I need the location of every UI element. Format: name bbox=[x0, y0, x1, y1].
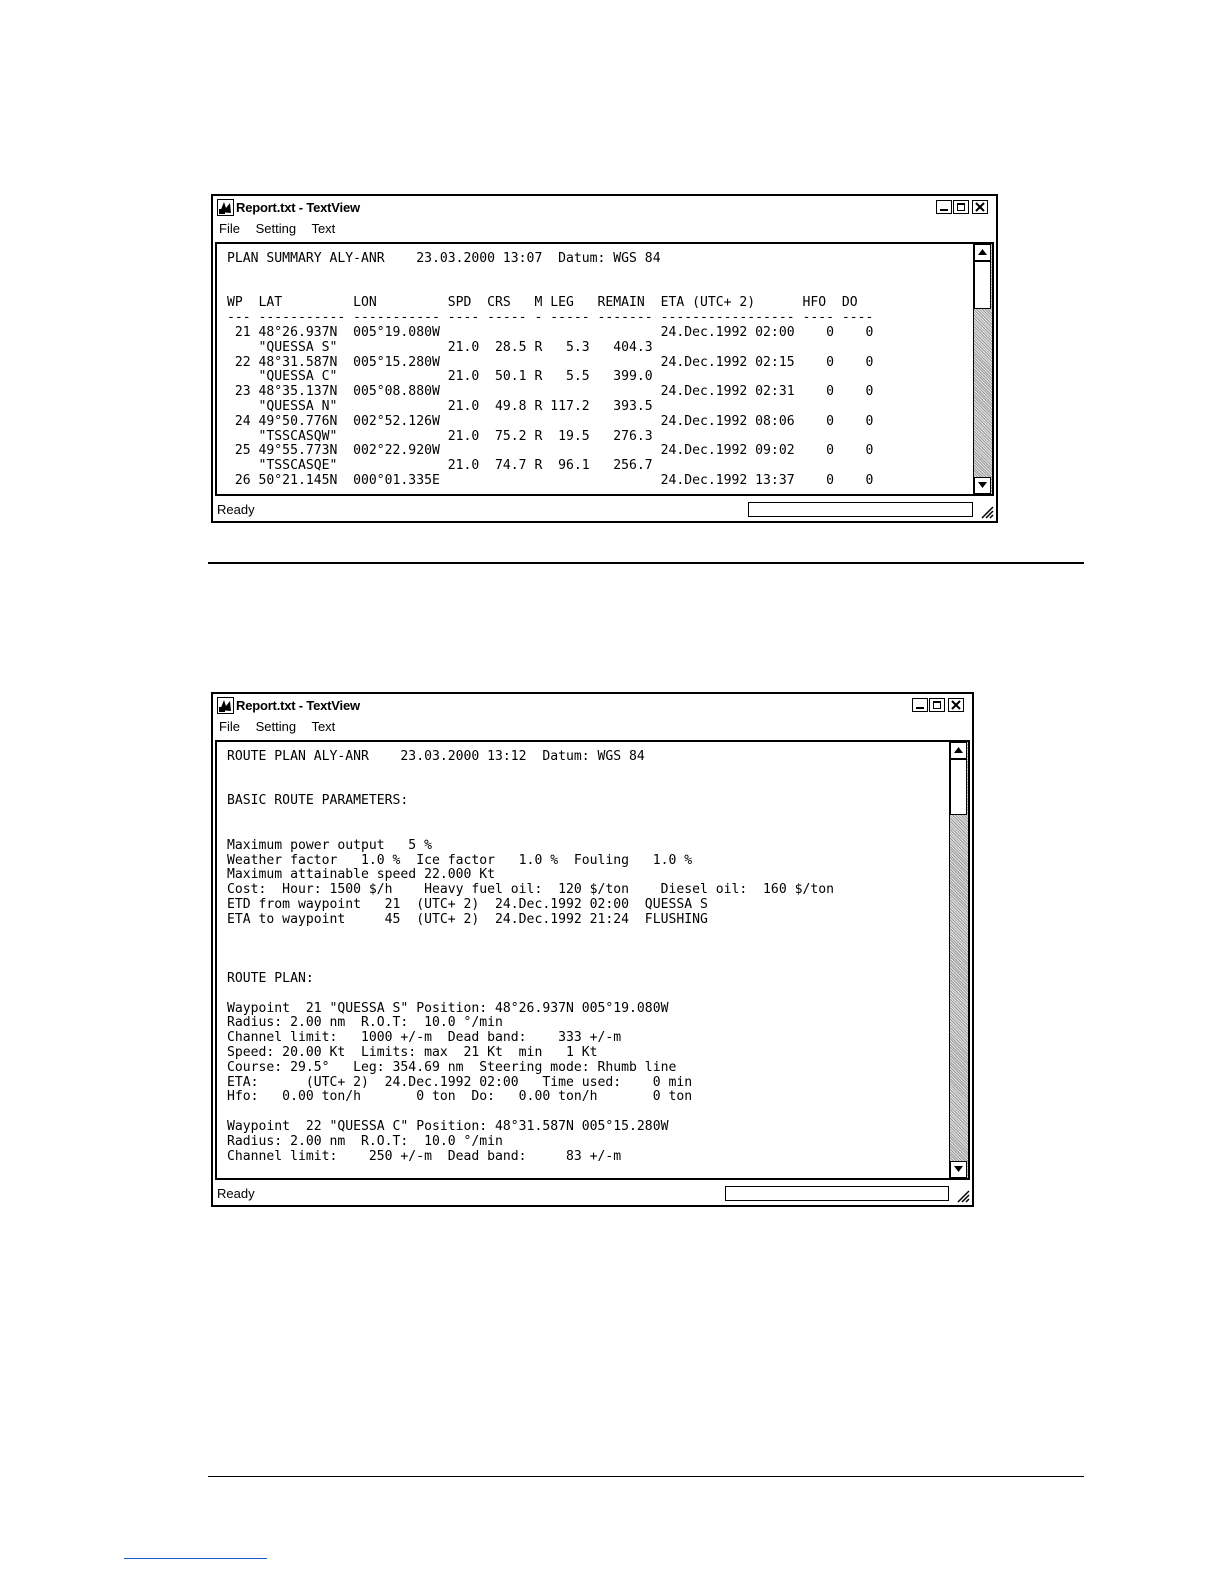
page-divider bbox=[208, 562, 1084, 564]
window-title: Report.txt - TextView bbox=[236, 698, 360, 713]
scroll-thumb[interactable] bbox=[974, 261, 991, 309]
status-panel bbox=[748, 502, 973, 517]
arrow-down-icon bbox=[978, 482, 987, 488]
status-text: Ready bbox=[217, 1186, 255, 1201]
resize-grip-icon[interactable] bbox=[956, 1189, 970, 1203]
title-bar[interactable] bbox=[213, 196, 996, 218]
textview-app-icon bbox=[217, 697, 234, 714]
arrow-up-icon bbox=[954, 747, 963, 753]
status-bar bbox=[213, 499, 996, 521]
menu-setting[interactable]: Setting bbox=[255, 221, 297, 236]
minimize-button[interactable] bbox=[912, 698, 928, 712]
close-button[interactable] bbox=[948, 698, 964, 712]
scroll-up-button[interactable] bbox=[950, 742, 967, 759]
menu-setting[interactable]: Setting bbox=[255, 719, 297, 734]
menu-bar bbox=[219, 719, 347, 737]
textview-window-route-plan bbox=[211, 692, 974, 1207]
title-bar[interactable] bbox=[213, 694, 972, 716]
menu-text[interactable]: Text bbox=[311, 719, 336, 734]
maximize-button[interactable] bbox=[953, 200, 969, 214]
close-icon bbox=[951, 700, 961, 710]
footer-link-underline bbox=[124, 1558, 267, 1559]
scroll-down-button[interactable] bbox=[974, 477, 991, 494]
menu-file[interactable]: File bbox=[219, 221, 240, 236]
page-footer-rule bbox=[208, 1476, 1084, 1477]
text-client-area[interactable] bbox=[215, 242, 994, 496]
text-client-area[interactable] bbox=[215, 740, 970, 1180]
textview-app-icon bbox=[217, 199, 234, 216]
close-icon bbox=[975, 202, 985, 212]
scroll-thumb[interactable] bbox=[950, 759, 967, 815]
menu-text[interactable]: Text bbox=[311, 221, 336, 236]
minimize-button[interactable] bbox=[936, 200, 952, 214]
vertical-scrollbar[interactable] bbox=[973, 244, 992, 494]
vertical-scrollbar[interactable] bbox=[949, 742, 968, 1178]
status-bar bbox=[213, 1183, 972, 1205]
arrow-up-icon bbox=[978, 249, 987, 255]
menu-bar bbox=[219, 221, 347, 239]
menu-file[interactable]: File bbox=[219, 719, 240, 734]
close-button[interactable] bbox=[972, 200, 988, 214]
window-title: Report.txt - TextView bbox=[236, 200, 360, 215]
scroll-down-button[interactable] bbox=[950, 1161, 967, 1178]
resize-grip-icon[interactable] bbox=[980, 505, 994, 519]
maximize-button[interactable] bbox=[929, 698, 945, 712]
status-panel bbox=[725, 1186, 949, 1201]
status-text: Ready bbox=[217, 502, 255, 517]
textview-window-plan-summary bbox=[211, 194, 998, 523]
report-text: PLAN SUMMARY ALY-ANR 23.03.2000 13:07 Datum: WGS 84 WP LAT LON SPD CRS M LEG REMAIN ETA (UTC+ 2) HFO DO --- ----------- ----------- ---- ----- - ----- ------- ----------------- ---- ---- 21 48°26.937N 005°19.080W 24.Dec.1992 02:00 0 0 "QUESSA S" 21.0 28.5 R 5.3 404.3 22 48°31.587N 005°15.280W 24.Dec.1992 02:15 0 0 "QUESSA C" 21.0 50.1 R 5.5 399.0 23 48°35.137N 005°08.880W 24.Dec.1992 02:31 0 0 "QUESSA N" 21.0 49.8 R 117.2 393.5 24 49°50.776N 002°52.126W 24.Dec.1992 08:06 0 0 "TSSCASQW" 21.0 75.2 R 19.5 276.3 25 49°55.773N 002°22.920W 24.Dec.1992 09:02 0 0 "TSSCASQE" 21.0 74.7 R 96.1 256.7 26 50°21.145N 000°01.335E 24.Dec.1992 13:37 0 0 bbox=[227, 252, 874, 488]
arrow-down-icon bbox=[954, 1166, 963, 1172]
report-text: ROUTE PLAN ALY-ANR 23.03.2000 13:12 Datum: WGS 84 BASIC ROUTE PARAMETERS: Maximum power output 5 % Weather factor 1.0 % Ice factor 1.0 % Fouling 1.0 % Maximum attainable speed 22.000 Kt Cost: Hour: 1500 $/h Heavy fuel oil: 120 $/ton Diesel oil: 160 $/ton ETD from waypoint 21 (UTC+ 2) 24.Dec.1992 02:00 QUESSA S ETA to waypoint 45 (UTC+ 2) 24.Dec.1992 21:24 FLUSHING ROUTE PLAN: Waypoint 21 "QUESSA S" Position: 48°26.937N 005°19.080W Radius: 2.00 nm R.O.T: 10.0 °/min Channel limit: 1000 +/-m Dead band: 333 +/-m Speed: 20.00 Kt Limits: max 21 Kt min 1 Kt Course: 29.5° Leg: 354.69 nm Steering mode: Rhumb line ETA: (UTC+ 2) 24.Dec.1992 02:00 Time used: 0 min Hfo: 0.00 ton/h 0 ton Do: 0.00 ton/h 0 ton Waypoint 22 "QUESSA C" Position: 48°31.587N 005°15.280W Radius: 2.00 nm R.O.T: 10.0 °/min Channel limit: 250 +/-m Dead band: 83 +/-m bbox=[227, 750, 834, 1164]
scroll-up-button[interactable] bbox=[974, 244, 991, 261]
